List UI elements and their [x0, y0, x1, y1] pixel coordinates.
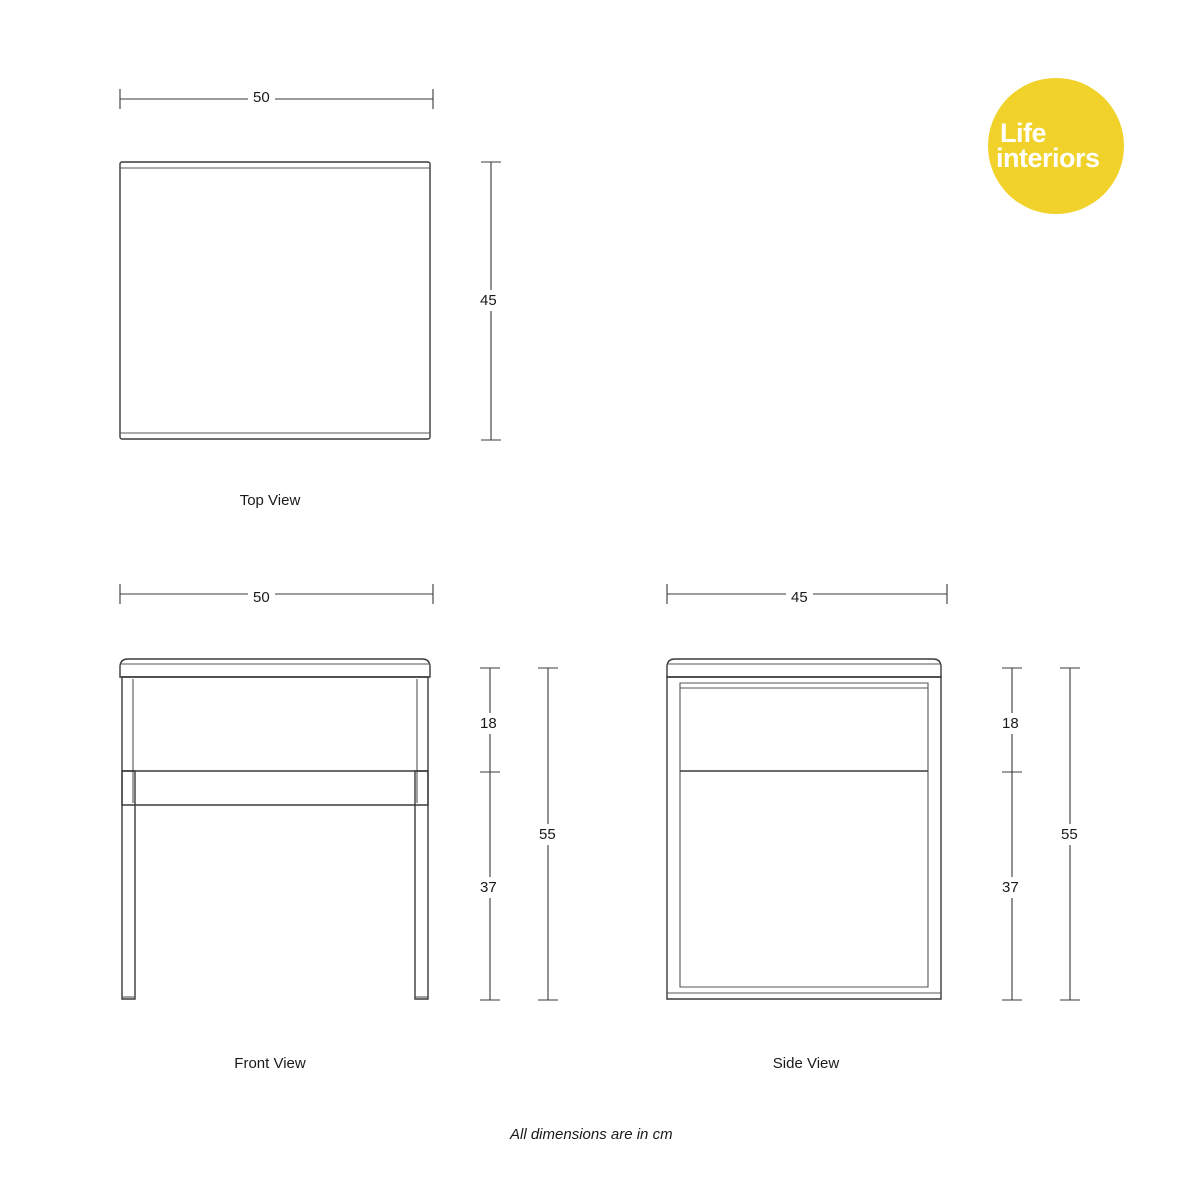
- side-view-total-value: 55: [1056, 824, 1083, 845]
- side-view-upper-value: 18: [997, 713, 1024, 734]
- front-view-label: Front View: [234, 1055, 306, 1072]
- front-view-drawing: [100, 575, 520, 1015]
- top-view-width-value: 50: [248, 87, 275, 108]
- top-view-depth-value: 45: [475, 290, 502, 311]
- units-footnote: All dimensions are in cm: [510, 1126, 673, 1143]
- top-view-drawing: [100, 70, 520, 470]
- front-view-upper-value: 18: [475, 713, 502, 734]
- logo-text: [988, 78, 1124, 214]
- front-view-total-value: 55: [534, 824, 561, 845]
- front-view-lower-value: 37: [475, 877, 502, 898]
- top-view-width-dimension: [120, 89, 433, 109]
- front-view-width-dimension: [120, 584, 433, 604]
- logo-line-1: Life: [1000, 118, 1047, 148]
- side-view-label: Side View: [772, 1055, 840, 1072]
- side-view-lower-value: 37: [997, 877, 1024, 898]
- front-view-width-value: 50: [248, 587, 275, 608]
- logo-line-2: interiors: [996, 143, 1100, 173]
- top-view-label: Top View: [239, 492, 301, 509]
- side-view-width-value: 45: [786, 587, 813, 608]
- front-view-segment-dimensions: [470, 655, 510, 1015]
- life-interiors-logo: [988, 78, 1124, 214]
- side-view-segment-dimensions: [992, 655, 1032, 1015]
